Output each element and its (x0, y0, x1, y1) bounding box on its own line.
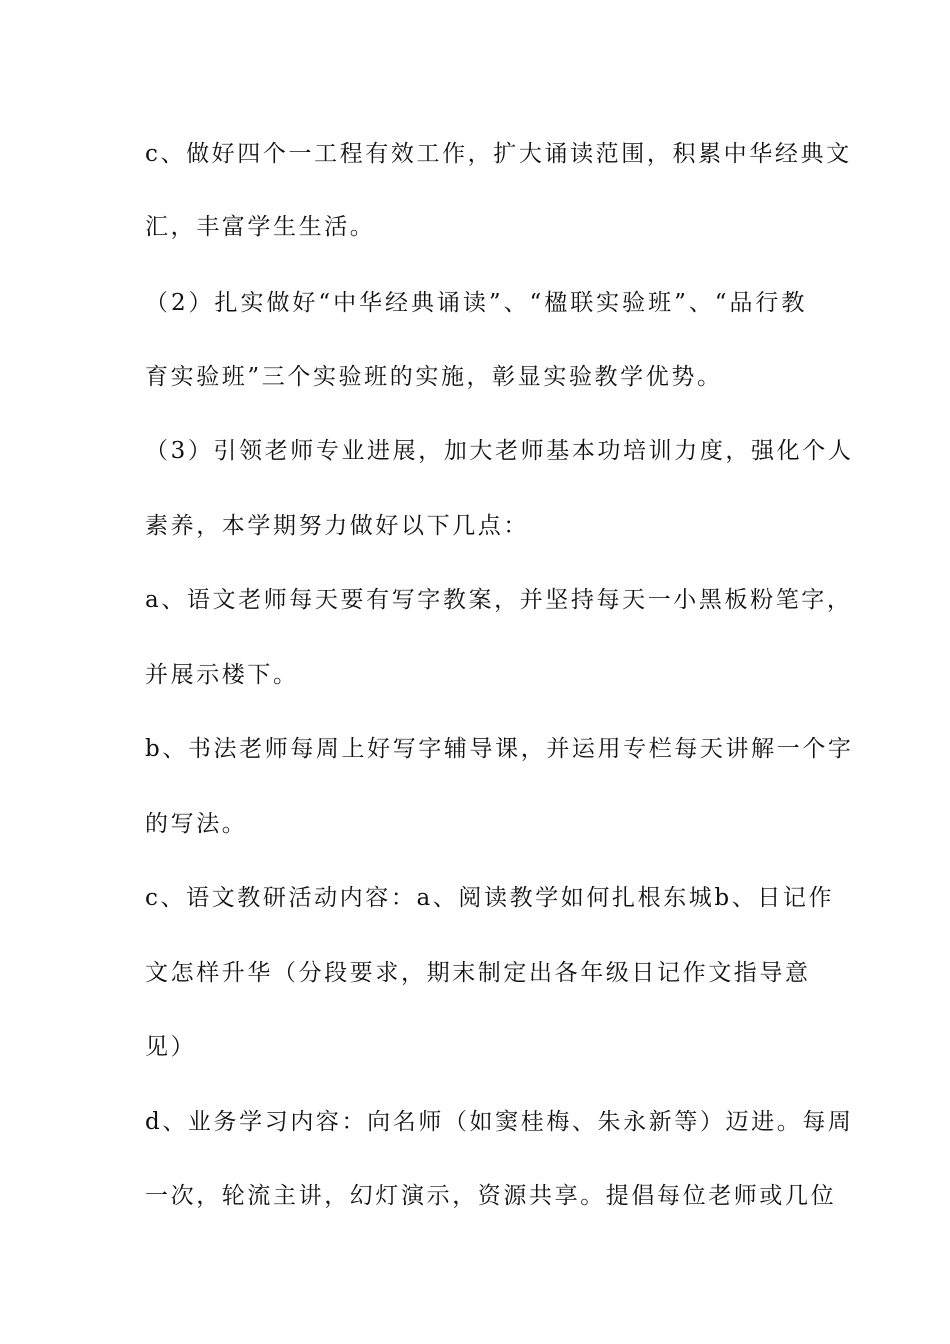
text-line-15: 一次，轮流主讲，幻灯演示，资源共享。提倡每位老师或几位 (145, 1183, 837, 1209)
text-line-9: b、书法老师每周上好写字辅导课，并运用专栏每天讲解一个字 (145, 736, 854, 762)
text-line-8: 并展示楼下。 (145, 662, 299, 688)
text-line-13: 见） (145, 1034, 197, 1060)
text-line-7: a、语文老师每天要有写字教案，并坚持每天一小黑板粉笔字， (145, 587, 853, 613)
text-line-6: 素养，本学期努力做好以下几点： (145, 513, 529, 539)
text-line-2: 汇，丰富学生生活。 (145, 214, 376, 240)
text-line-5: （3）引领老师专业进展，加大老师基本功培训力度，强化个人 (145, 438, 854, 464)
text-line-11: c、语文教研活动内容：a、阅读教学如何扎根东城b、日记作 (145, 885, 835, 911)
text-line-3: （2）扎实做好“中华经典诵读”、“楹联实验班”、“品行教 (145, 290, 807, 316)
text-line-10: 的写法。 (145, 811, 248, 837)
text-line-4: 育实验班”三个实验班的实施，彰显实验教学优势。 (145, 364, 723, 390)
text-line-1: c、做好四个一工程有效工作，扩大诵读范围，积累中华经典文 (145, 141, 852, 167)
text-line-14: d、业务学习内容：向名师（如窦桂梅、朱永新等）迈进。每周 (145, 1109, 854, 1135)
text-line-12: 文怎样升华（分段要求，期末制定出各年级日记作文指导意 (145, 960, 811, 986)
